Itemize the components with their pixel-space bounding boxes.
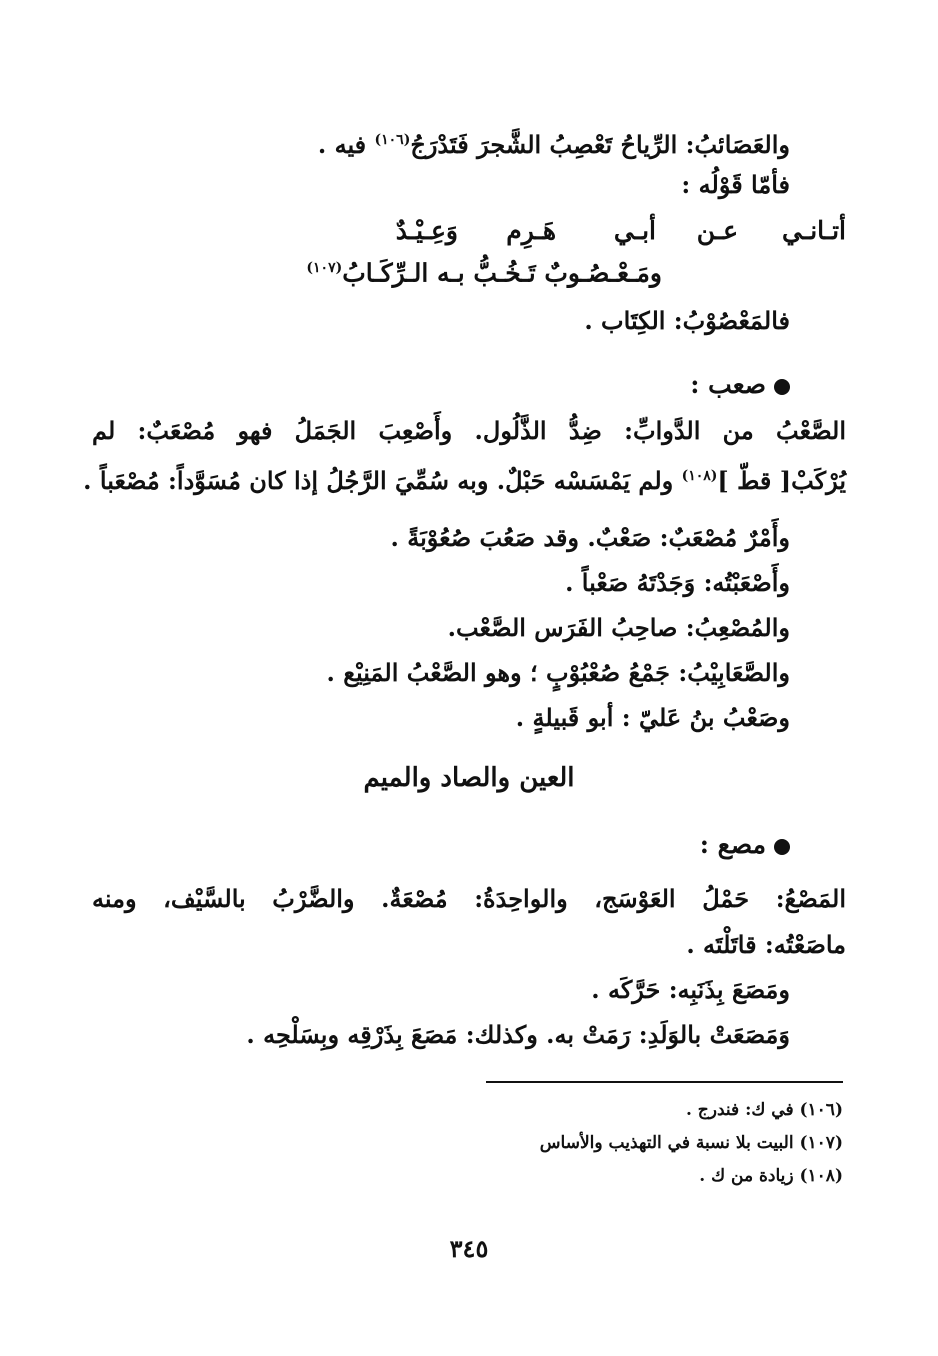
- text-end: فيه .: [317, 130, 375, 159]
- text-line-masa-2: ماصَعْتُه: قاتَلْتَه .: [686, 930, 846, 959]
- text-start: يُرْكَبْ[ قطّ ]: [717, 466, 846, 495]
- text-line-asaib: [92, 123, 790, 162]
- verse-word-2: عـن: [696, 216, 738, 245]
- text-main: فأمّا قَوْلُه :: [681, 170, 790, 199]
- footnote-107: (١٠٧) البيت بلا نسبة في التهذيب والأساس: [539, 1133, 843, 1153]
- text-line-saab-4: وأَصْعَبْتُه: وَجَدْتَهُ صَعْباً .: [565, 568, 790, 597]
- text-line-maasub: [92, 304, 790, 338]
- text-line-saab-1: [92, 414, 846, 448]
- text-line-saab-5: والمُصْعِبُ: صاحِبُ الفَرَس الصَّعْب.: [447, 613, 790, 642]
- entry-heading-saab: [690, 368, 790, 402]
- heading-text: مصع :: [699, 830, 766, 859]
- text-line-masa-3: ومَصَعَ بِذَنَبِه: حَرَّكَه .: [591, 975, 790, 1004]
- text-main: فالمَعْصُوْبُ: الكِتَاب .: [584, 306, 790, 335]
- verse-word-1: أتـانـي: [782, 216, 846, 245]
- text-line-saab-2: [83, 459, 846, 498]
- footnote-ref-107[interactable]: (١٠٧): [306, 260, 343, 276]
- footnote-divider: [486, 1081, 843, 1083]
- entry-heading-masa: [700, 828, 790, 862]
- verse-text: ومَـعْـصُـوبٌ تَـخُـبُّ بـه الـرِّكَـابُ: [342, 258, 662, 288]
- footnote-ref-108[interactable]: (١٠٨): [681, 468, 718, 484]
- footnote-106: (١٠٦) في ك: فندرج .: [685, 1100, 843, 1120]
- verse-word-4: هَـرِم: [506, 216, 556, 245]
- footnote-108: (١٠٨) زيادة من ك .: [699, 1166, 843, 1186]
- page-number: ٣٤٥: [449, 1234, 489, 1263]
- section-title: العين والصاد والميم: [363, 763, 575, 793]
- bullet-icon: [774, 839, 790, 855]
- verse-word-5: وَعِـيْـدٌ: [395, 216, 458, 245]
- text-line-qawluh: [92, 168, 790, 202]
- text-line-saab-7: وصَعْبُ بنُ عَليّ : أبو قَبيلةٍ .: [515, 703, 790, 732]
- bullet-icon: [774, 379, 790, 395]
- text-line-saab-6: والصَّعَابِيْبُ: جَمْعُ صُعْبُوْبٍ ؛ وهو الصَّعْبُ المَنِيْع .: [326, 658, 790, 687]
- text-line-saab-3: وأَمْرٌ مُصْعَبٌ: صَعْبٌ. وقد صَعُبَ صُعُوْبَةً .: [390, 523, 790, 552]
- verse-word-3: أبـي: [613, 216, 656, 245]
- verse-second-hemistich: [306, 251, 662, 290]
- heading-text: صعب :: [690, 370, 766, 399]
- text-line-masa-4: وَمَصَعَتْ بالوَلَدِ: رَمَتْ به. وكذلك: مَصَعَ بِذَرْقِه وبِسَلْحِه .: [246, 1020, 790, 1049]
- text-main: الصَّعْبُ من الدَّوابِّ: ضِدُّ الذَّلُول. وأَصْعِبَ الجَمَلُ فهو مُصْعَبٌ: لم: [92, 416, 846, 445]
- text-line-masa-1: المَصْعُ: حَمْلُ العَوْسَج، والواحِدَةُ: مُصْعَةٌ. والضَّرْبُ بالسَّيْف، ومنه: [92, 884, 846, 913]
- footnote-ref-106[interactable]: (١٠٦): [374, 132, 411, 148]
- text-end: ولم يَمْسَسْه حَبْلٌ. وبه سُمِّيَ الرَّجُلُ إذا كان مُسَوَّداً: مُصْعَباً .: [83, 466, 682, 495]
- text-main: والعَصَائبُ: الرِّياحُ تَعْصِبُ الشَّجرَ فَتَدْرَجُ: [410, 130, 790, 159]
